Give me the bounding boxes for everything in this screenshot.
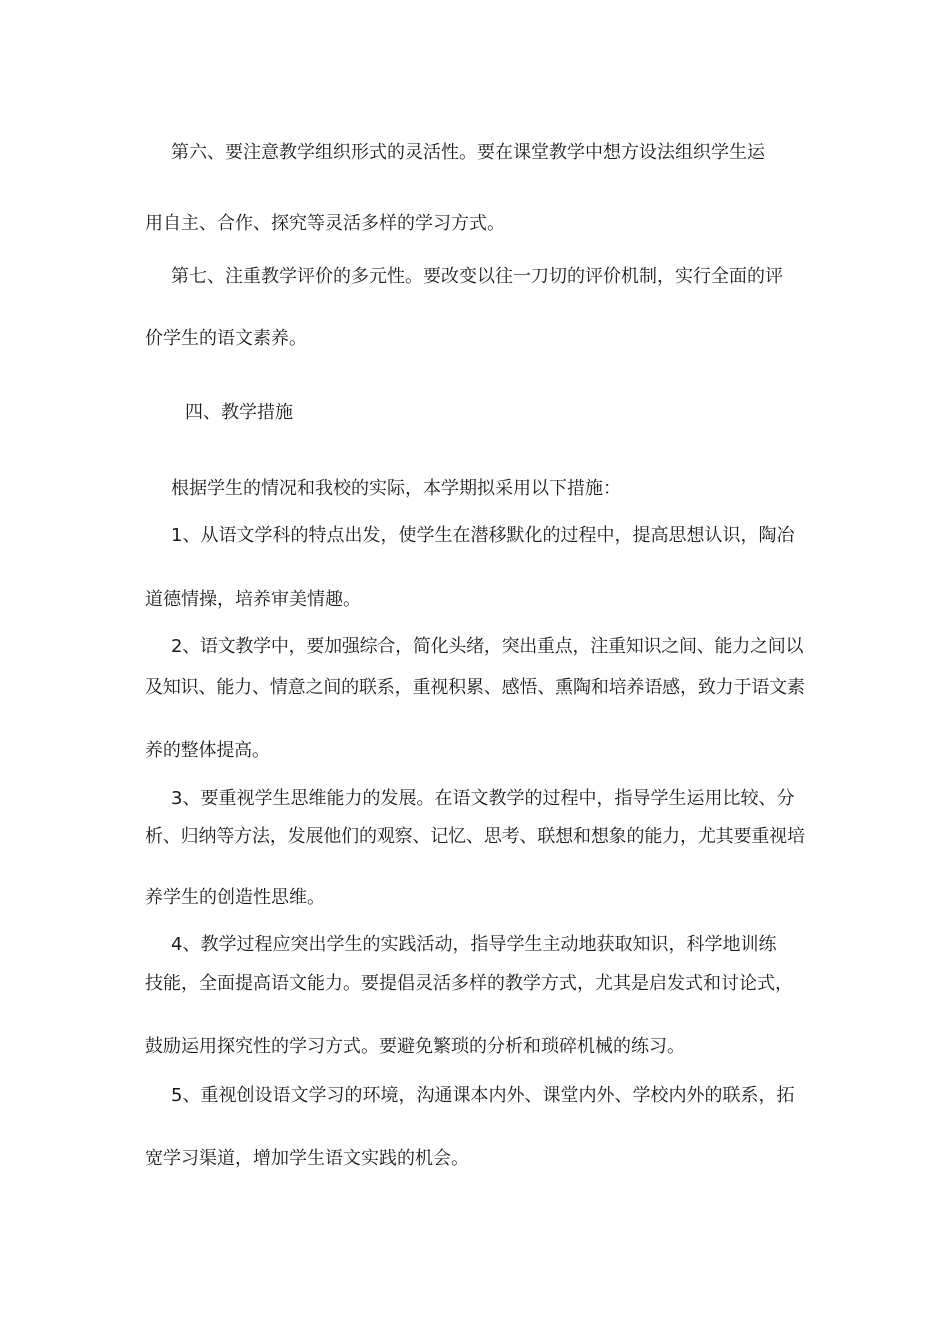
text-line: 根据学生的情况和我校的实际，本学期拟采用以下措施： [171, 478, 621, 499]
text-line: 第六、要注意教学组织形式的灵活性。要在课堂教学中想方设法组织学生运 [171, 142, 765, 163]
text-line: 1、从语文学科的特点出发，使学生在潜移默化的过程中，提高思想认识，陶冶 [171, 525, 795, 546]
text-line: 第七、注重教学评价的多元性。要改变以往一刀切的评价机制，实行全面的评 [171, 266, 783, 287]
text-line: 宽学习渠道，增加学生语文实践的机会。 [145, 1148, 469, 1169]
text-line: 析、归纳等方法，发展他们的观察、记忆、思考、联想和想象的能力，尤其要重视培 [145, 826, 805, 847]
text-line: 技能，全面提高语文能力。要提倡灵活多样的教学方式，尤其是启发式和讨论式， [145, 973, 793, 994]
text-line: 道德情操，培养审美情趣。 [145, 589, 361, 610]
text-line: 养的整体提高。 [145, 740, 270, 761]
text-line: 鼓励运用探究性的学习方式。要避免繁琐的分析和琐碎机械的练习。 [145, 1036, 685, 1057]
text-line: 用自主、合作、探究等灵活多样的学习方式。 [145, 213, 505, 234]
text-line: 3、要重视学生思维能力的发展。在语文教学的过程中，指导学生运用比较、分 [171, 788, 795, 809]
text-line: 2、语文教学中，要加强综合，简化头绪，突出重点，注重知识之间、能力之间以 [171, 636, 804, 657]
text-line: 养学生的创造性思维。 [145, 887, 325, 908]
text-line: 及知识、能力、情意之间的联系，重视积累、感悟、熏陶和培养语感，致力于语文素 [145, 677, 805, 698]
section-heading: 四、教学措施 [185, 402, 293, 423]
text-line: 4、教学过程应突出学生的实践活动，指导学生主动地获取知识，科学地训练 [171, 934, 777, 955]
text-line: 价学生的语文素养。 [145, 328, 307, 349]
text-line: 5、重视创设语文学习的环境，沟通课本内外、课堂内外、学校内外的联系，拓 [171, 1085, 795, 1106]
